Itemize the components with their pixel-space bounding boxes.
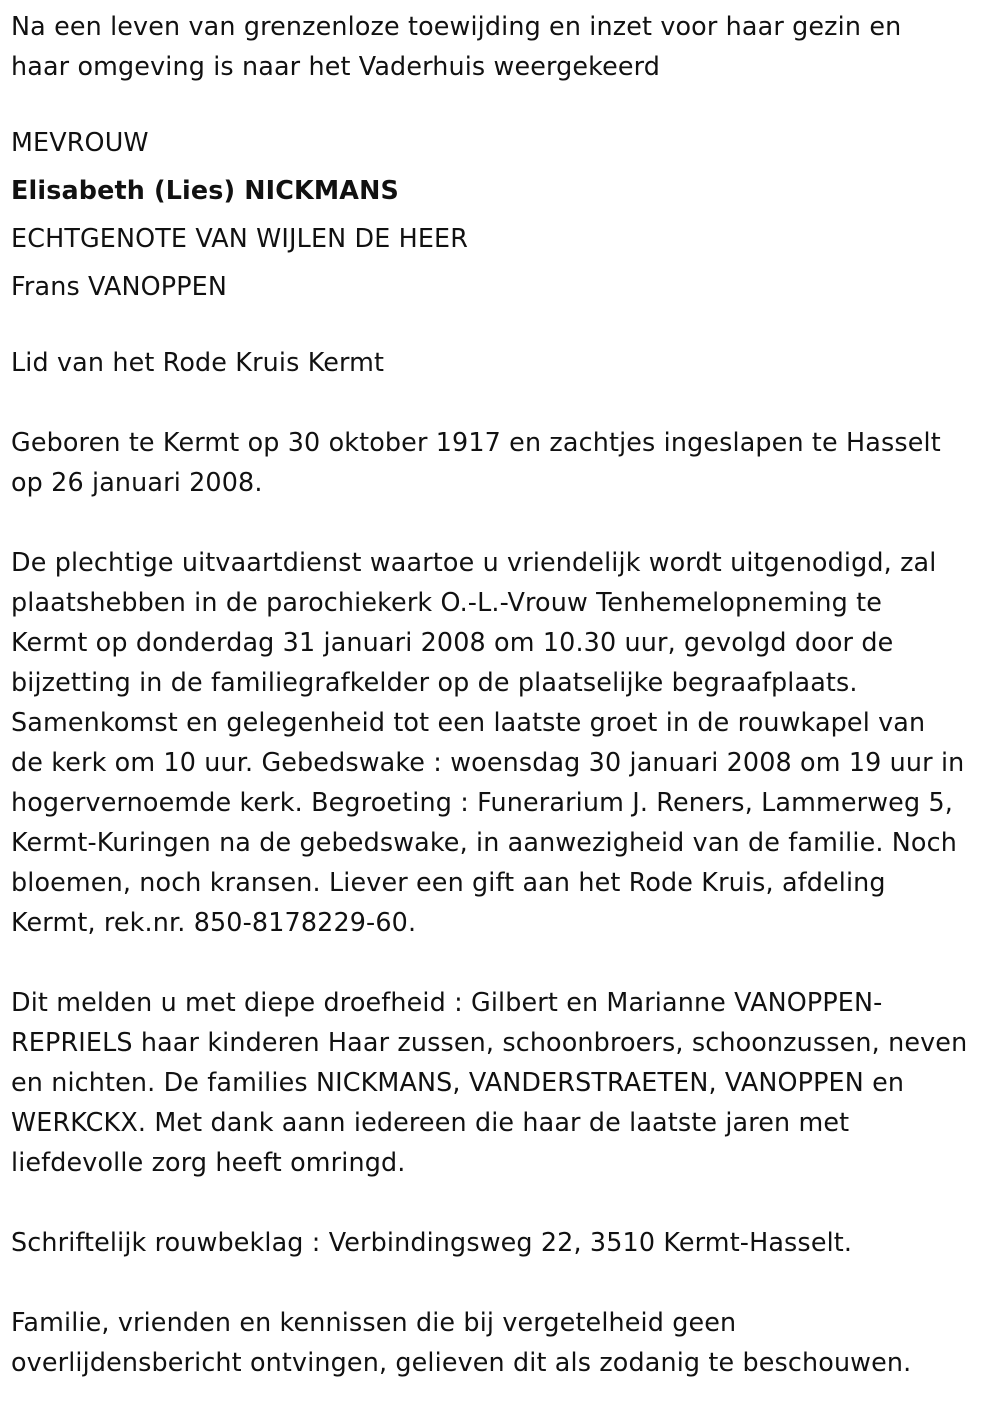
family-line: en nichten. De families NICKMANS, VANDERSTRAETEN, VANOPPEN en	[11, 1067, 905, 1097]
spouse-name: Frans VANOPPEN	[11, 271, 227, 301]
birth-death-line: op 26 januari 2008.	[11, 467, 263, 497]
funeral-line: Kermt-Kuringen na de gebedswake, in aanwezigheid van de familie. Noch	[11, 827, 957, 857]
funeral-line: hogervernoemde kerk. Begroeting : Funerarium J. Reners, Lammerweg 5,	[11, 787, 953, 817]
family-line: liefdevolle zorg heeft omringd.	[11, 1147, 406, 1177]
family-line: Dit melden u met diepe droefheid : Gilbert en Marianne VANOPPEN-	[11, 987, 883, 1017]
condolence-address: Schriftelijk rouwbeklag : Verbindingsweg 22, 3510 Kermt-Hasselt.	[11, 1227, 853, 1257]
funeral-line: Kermt op donderdag 31 januari 2008 om 10.30 uur, gevolgd door de	[11, 627, 894, 657]
family-line: WERKCKX. Met dank aann iedereen die haar de laatste jaren met	[11, 1107, 850, 1137]
deceased-name: Elisabeth (Lies) NICKMANS	[11, 175, 399, 205]
funeral-line: De plechtige uitvaartdienst waartoe u vriendelijk wordt uitgenodigd, zal	[11, 547, 937, 577]
closing-paragraph	[11, 1302, 991, 1382]
intro-paragraph	[11, 6, 991, 86]
membership-line: Lid van het Rode Kruis Kermt	[11, 347, 385, 377]
funeral-line: Kermt, rek.nr. 850-8178229-60.	[11, 907, 417, 937]
spouse-title: ECHTGENOTE VAN WIJLEN DE HEER	[11, 223, 469, 253]
closing-line: overlijdensbericht ontvingen, gelieven dit als zodanig te beschouwen.	[11, 1347, 912, 1377]
intro-line: Na een leven van grenzenloze toewijding en inzet voor haar gezin en	[11, 11, 902, 41]
funeral-line: plaatshebben in de parochiekerk O.-L.-Vrouw Tenhemelopneming te	[11, 587, 882, 617]
family-line: REPRIELS haar kinderen Haar zussen, schoonbroers, schoonzussen, neven	[11, 1027, 968, 1057]
birth-death-line: Geboren te Kermt op 30 oktober 1917 en zachtjes ingeslapen te Hasselt	[11, 427, 941, 457]
funeral-line: bloemen, noch kransen. Liever een gift aan het Rode Kruis, afdeling	[11, 867, 886, 897]
obituary-document	[11, 6, 991, 1382]
closing-line: Familie, vrienden en kennissen die bij vergetelheid geen	[11, 1307, 737, 1337]
intro-line: haar omgeving is naar het Vaderhuis weergekeerd	[11, 51, 661, 81]
birth-death-paragraph	[11, 422, 991, 502]
funeral-line: de kerk om 10 uur. Gebedswake : woensdag 30 januari 2008 om 19 uur in	[11, 747, 965, 777]
funeral-line: bijzetting in de familiegrafkelder op de plaatselijke begraafplaats.	[11, 667, 858, 697]
salutation: MEVROUW	[11, 127, 149, 157]
deceased-block	[11, 118, 991, 310]
funeral-paragraph	[11, 542, 991, 942]
funeral-line: Samenkomst en gelegenheid tot een laatste groet in de rouwkapel van	[11, 707, 926, 737]
family-paragraph	[11, 982, 991, 1182]
